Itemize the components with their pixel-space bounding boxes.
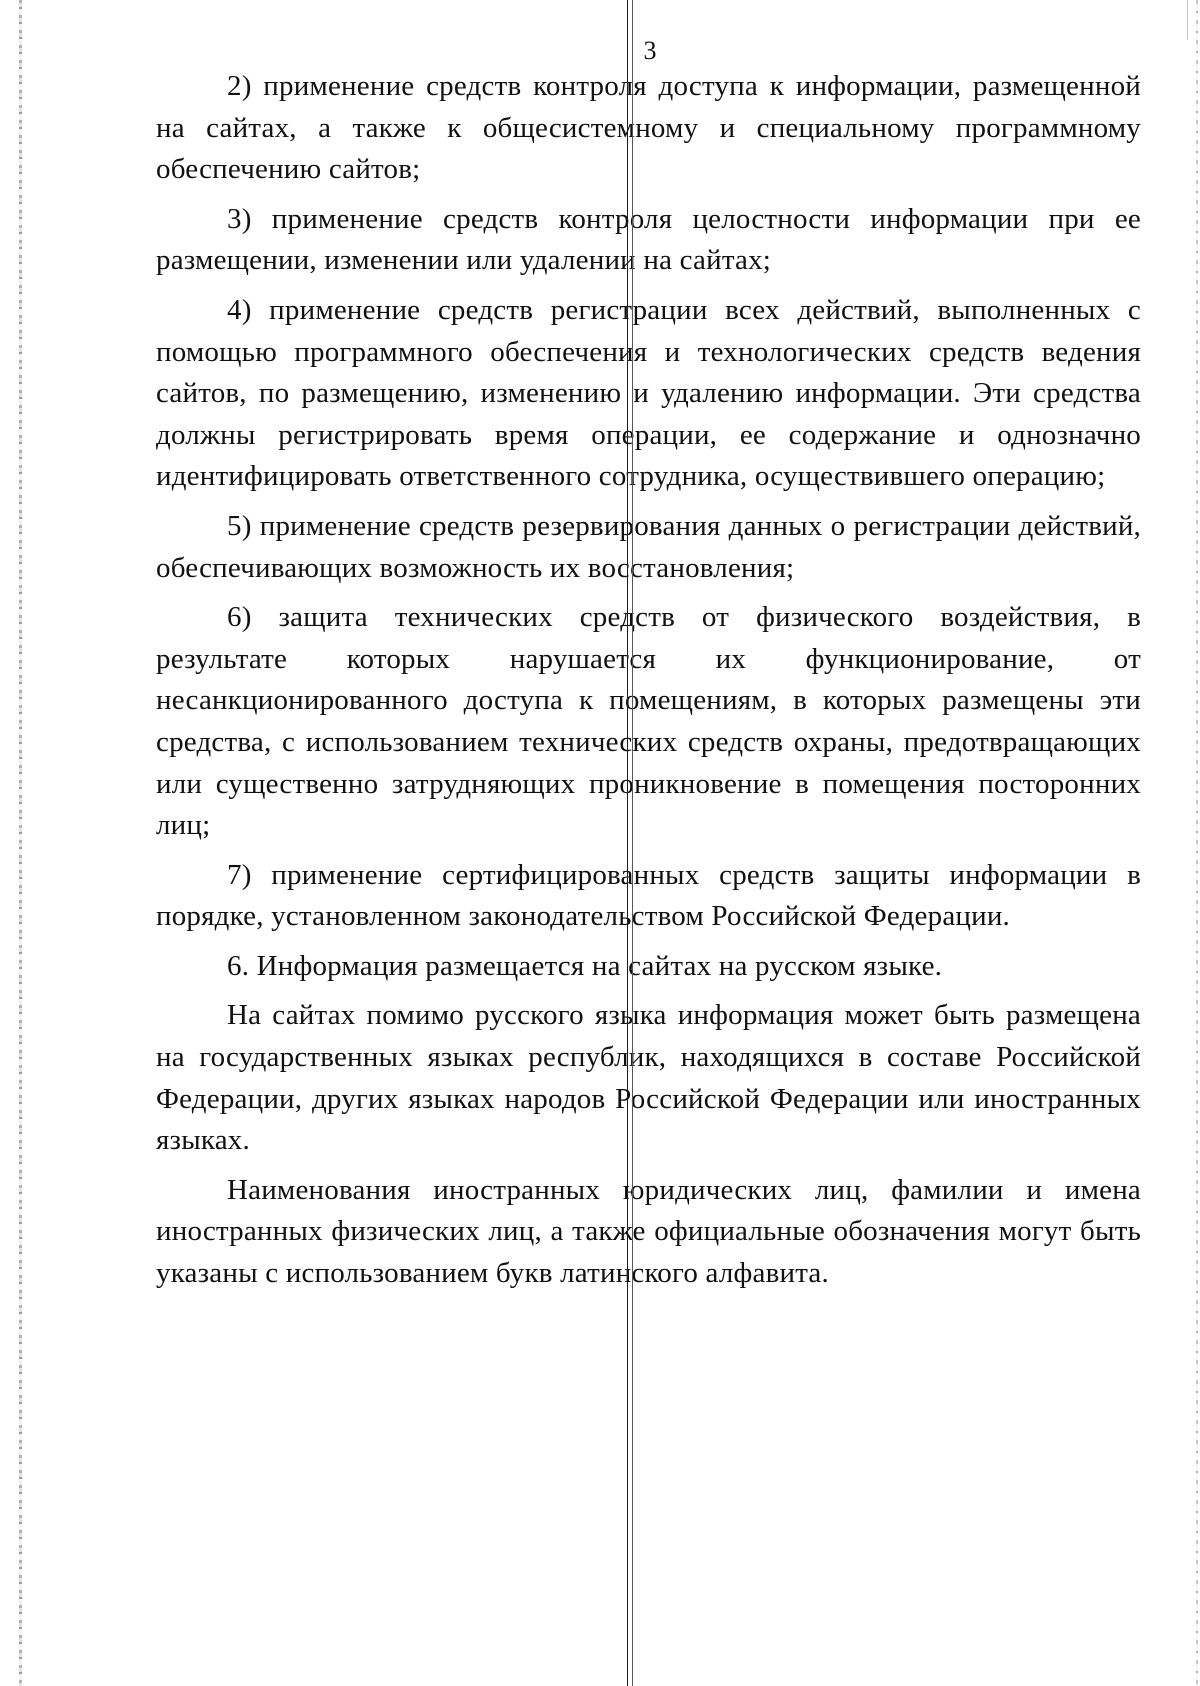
paragraph-item-6: 6) защита технических средств от физического воздействия, в результате которых нарушается их функционирование, от несанкционированного доступа к помещениям, в которых размещены эти средства, с использованием технических средств охраны, предотвращающих или существенно затрудняющих проникновение в помещения посторонних лиц;: [156, 601, 1141, 842]
paragraph-item-2: 2) применение средств контроля доступа к информации, размещенной на сайтах, а также к общесистемному и специальному программному обеспечению сайтов;: [156, 70, 1141, 186]
paragraph-section-6: 6. Информация размещается на сайтах на русском языке.: [227, 949, 943, 982]
page-number: 3: [643, 36, 657, 65]
paragraph-item-7: 7) применение сертифицированных средств защиты информации в порядке, установленном законодательством Российской Федерации.: [156, 858, 1141, 933]
paragraph-item-3: 3) применение средств контроля целостности информации при ее размещении, изменении или удалении на сайтах;: [156, 202, 1141, 277]
scan-right-edge: [1196, 0, 1198, 1686]
scan-left-edge: [19, 0, 22, 1686]
paragraph-item-4: 4) применение средств регистрации всех действий, выполненных с помощью программного обеспечения и технологических средств ведения сайтов, по размещению, изменению и удалению информации. Эти средства должны регистрировать время операции, ее содержание и однозначно идентифицировать ответственного сотрудника, осуществившего операцию;: [156, 293, 1141, 493]
scan-corner-mark: [1187, 0, 1198, 40]
scan-artifact-line: [627, 0, 628, 1686]
paragraph-item-5: 5) применение средств резервирования данных о регистрации действий, обеспечивающих возможность их восстановления;: [156, 509, 1141, 584]
document-body: [156, 66, 1141, 1295]
paragraph-languages: На сайтах помимо русского языка информация может быть размещена на государственных языках республик, находящихся в составе Российской Федерации, других языках народов Российской Федерации или иностранных языках.: [156, 999, 1141, 1157]
scan-artifact-line-secondary: [632, 0, 633, 1686]
paragraph-latin-alphabet: Наименования иностранных юридических лиц, фамилии и имена иностранных физических лиц, а также официальные обозначения могут быть указаны с использованием букв латинского алфавита.: [156, 1173, 1141, 1290]
